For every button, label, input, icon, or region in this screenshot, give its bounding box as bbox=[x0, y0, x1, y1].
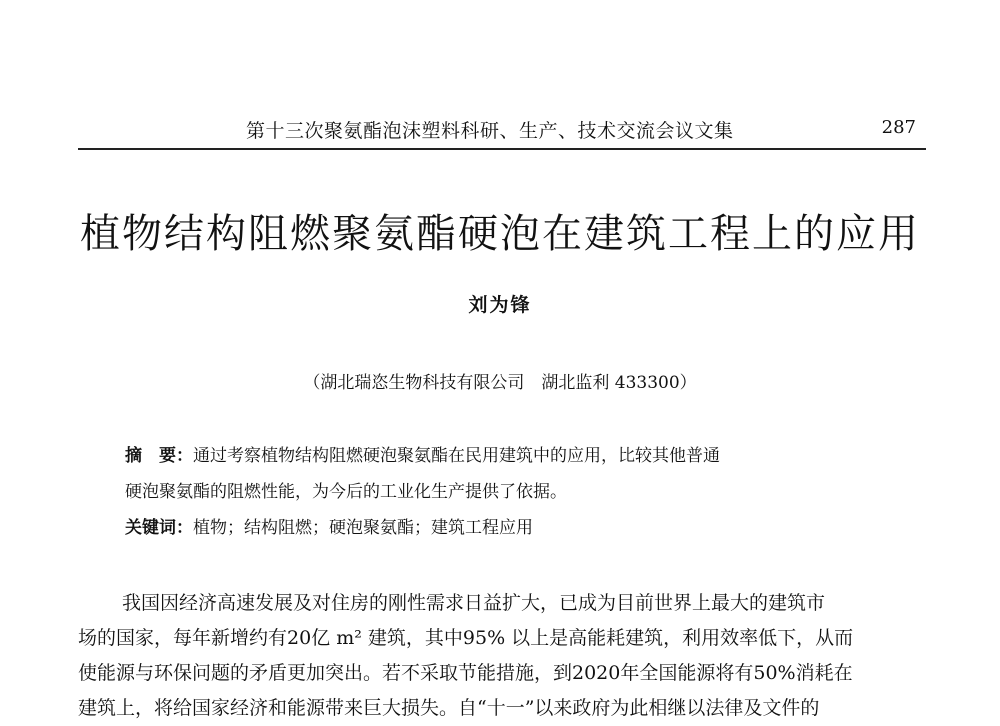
running-title: 第十三次聚氨酯泡沫塑料科研、生产、技术交流会议文集 bbox=[246, 120, 734, 142]
abstract-text-2: 硬泡聚氨酯的阻燃性能，为今后的工业化生产提供了依据。 bbox=[125, 482, 567, 502]
author-affiliation: （湖北瑞恣生物科技有限公司 湖北监利 433300） bbox=[303, 373, 697, 393]
body-line: 场的国家，每年新增约有20亿 m² 建筑，其中95% 以上是高能耗建筑，利用效率低下，从而 bbox=[78, 627, 854, 649]
keywords-text: 植物；结构阻燃；硬泡聚氨酯；建筑工程应用 bbox=[193, 518, 533, 538]
abstract-line-2 bbox=[125, 474, 925, 510]
keywords-label: 关键词： bbox=[125, 518, 193, 538]
body-line: 我国因经济高速发展及对住房的刚性需求日益扩大，已成为目前世界上最大的建筑市 bbox=[122, 592, 826, 614]
article-title: 植物结构阻燃聚氨酯硬泡在建筑工程上的应用 bbox=[80, 211, 920, 257]
abstract-text-1: 通过考察植物结构阻燃硬泡聚氨酯在民用建筑中的应用，比较其他普通 bbox=[193, 446, 720, 466]
author-name: 刘为锋 bbox=[468, 294, 532, 316]
running-header bbox=[78, 112, 926, 150]
body-line: 建筑上，将给国家经济和能源带来巨大损失。自“十一”以来政府为此相继以法律及文件的 bbox=[78, 697, 820, 719]
body-paragraph bbox=[78, 586, 926, 726]
abstract-block bbox=[125, 438, 925, 546]
body-line: 使能源与环保问题的矛盾更加突出。若不采取节能措施，到2020年全国能源将有50%消耗在 bbox=[78, 662, 853, 684]
keywords-line bbox=[125, 510, 925, 546]
abstract-line-1 bbox=[125, 438, 925, 474]
page-number: 287 bbox=[881, 117, 916, 138]
abstract-label: 摘 要： bbox=[125, 446, 193, 466]
